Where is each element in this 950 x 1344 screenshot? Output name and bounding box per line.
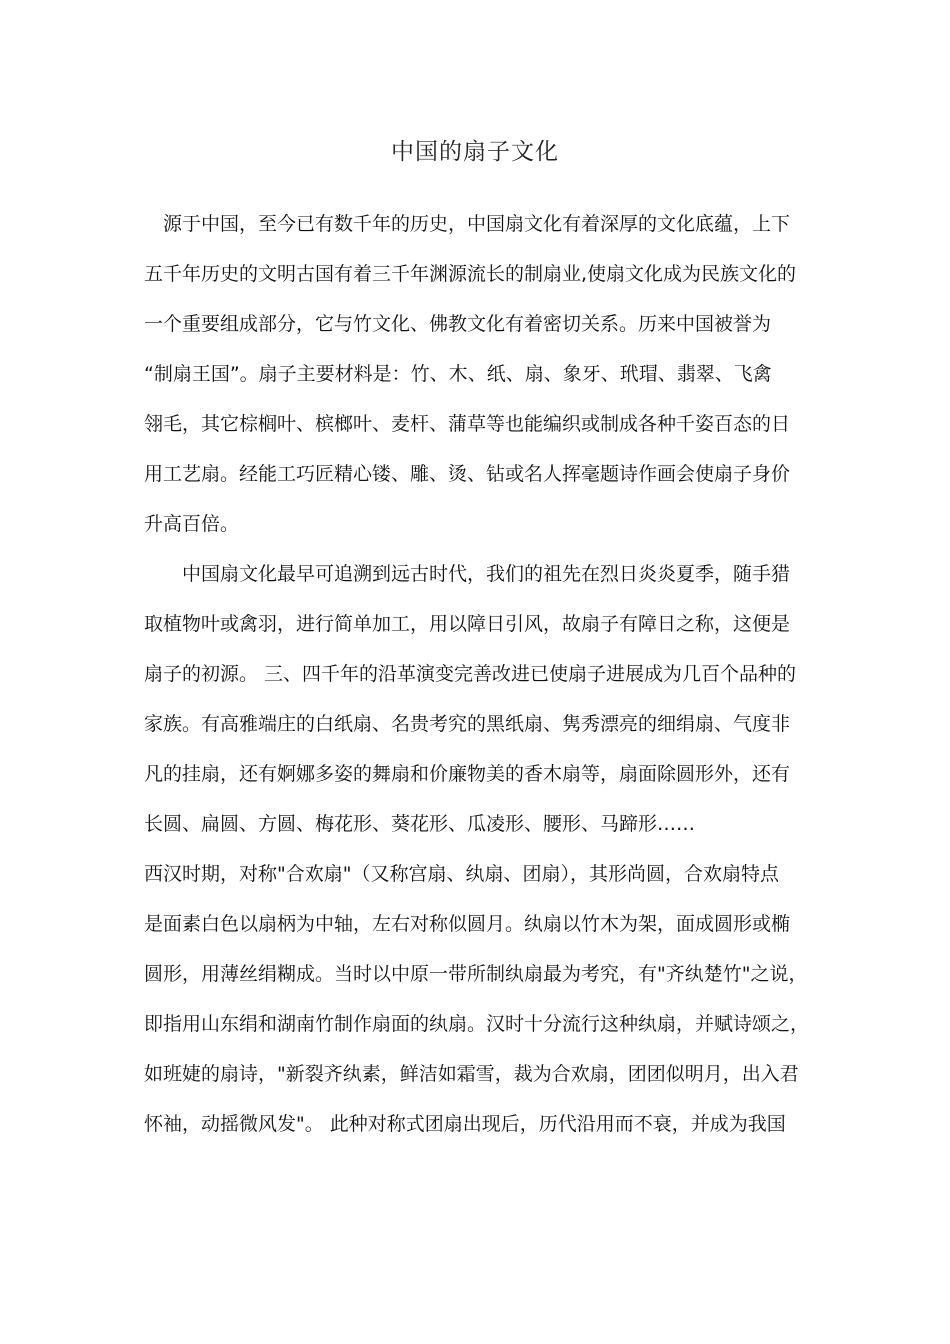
text-line: 源于中国，至今已有数千年的历史，中国扇文化有着深厚的文化底蕴，上下 (144, 213, 791, 235)
text-line: 升高百倍。 (144, 513, 240, 535)
text-line: 翎毛，其它棕榈叶、槟榔叶、麦杆、蒲草等也能编织或制成各种千姿百态的日 (144, 413, 791, 435)
text-line: 取植物叶或禽羽，进行简单加工，用以障日引风，故扇子有障日之称，这便是 (144, 613, 791, 635)
text-line: 是面素白色以扇柄为中轴，左右对称似圆月。纨扇以竹木为架，面成圆形或椭 (144, 913, 791, 935)
text-line: 扇子的初源。 三、四千年的沿革演变完善改进已使扇子进展成为几百个品种的 (144, 663, 797, 685)
text-line: 一个重要组成部分，它与竹文化、佛教文化有着密切关系。历来中国被誉为 (144, 313, 772, 335)
text-line: 用工艺扇。经能工巧匠精心镂、雕、烫、钻或名人挥毫题诗作画会使扇子身价 (144, 463, 791, 485)
text-line: 凡的挂扇，还有婀娜多姿的舞扇和价廉物美的香木扇等，扇面除圆形外，还有 (144, 763, 791, 785)
text-line: 中国扇文化最早可追溯到远古时代，我们的祖先在烈日炎炎夏季，随手猎 (144, 563, 791, 585)
text-line: 即指用山东绢和湖南竹制作扇面的纨扇。汉时十分流行这种纨扇，并赋诗颂之， (144, 1013, 810, 1035)
text-line: 西汉时期，对称"合欢扇"（又称宫扇、纨扇、团扇），其形尚圆，合欢扇特点 (144, 863, 779, 885)
text-line: 长圆、扁圆、方圆、梅花形、葵花形、瓜凌形、腰形、马蹄形…… (144, 813, 696, 835)
text-line: 怀袖，动摇微风发"。 此种对称式团扇出现后，历代沿用而不衰，并成为我国 (144, 1113, 786, 1135)
document-title: 中国的扇子文化 (391, 139, 559, 165)
text-line: 家族。有高雅端庄的白纸扇、名贵考究的黑纸扇、隽秀漂亮的细绢扇、气度非 (144, 713, 791, 735)
text-line: 如班婕的扇诗，"新裂齐纨素，鲜洁如霜雪，裁为合欢扇，团团似明月，出入君 (144, 1063, 799, 1085)
text-line: 圆形，用薄丝绢糊成。当时以中原一带所制纨扇最为考究，有"齐纨楚竹"之说， (144, 963, 808, 985)
text-line: “制扇王国”。扇子主要材料是：竹、木、纸、扇、象牙、玳瑁、翡翠、飞禽 (144, 363, 772, 385)
text-line: 五千年历史的文明古国有着三千年渊源流长的制扇业,使扇文化成为民族文化的 (144, 263, 797, 285)
